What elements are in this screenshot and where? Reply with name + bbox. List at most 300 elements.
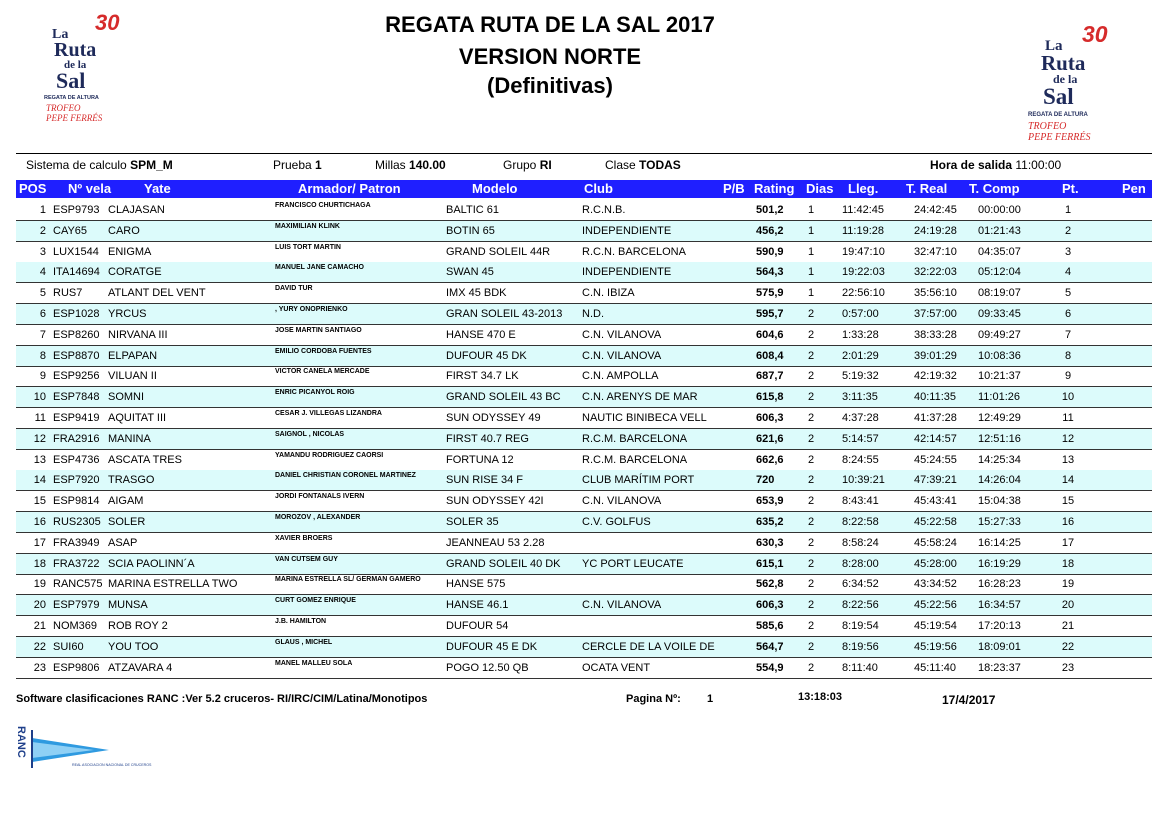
pagina-label: Pagina Nº: (626, 693, 681, 705)
cell-club: C.N. VILANOVA (582, 495, 662, 508)
cell-pt: 1 (1064, 204, 1072, 216)
cell-armador: MANUEL JANE CAMACHO (275, 264, 364, 272)
cell-treal: 45:43:41 (914, 495, 957, 508)
cell-yate: ENIGMA (108, 245, 152, 258)
cell-treal: 42:14:57 (914, 432, 957, 445)
cell-rating: 562,8 (756, 578, 784, 591)
cell-yate: SOLER (108, 516, 146, 528)
cell-pos: 13 (33, 453, 46, 466)
cell-rating: 662,6 (756, 453, 784, 466)
cell-lleg: 11:19:28 (842, 224, 885, 237)
cell-rating: 606,3 (756, 599, 784, 612)
table-row (16, 221, 1152, 242)
sistema-value: SPM_M (130, 158, 173, 172)
cell-club: C.N. VILANOVA (582, 599, 662, 612)
cell-modelo: GRAND SOLEIL 43 BC (446, 391, 561, 404)
svg-text:TROFEO: TROFEO (1028, 121, 1067, 132)
cell-rating: 653,9 (756, 495, 784, 508)
cell-pos: 3 (39, 245, 46, 258)
col-pos: POS (19, 181, 47, 196)
cell-lleg: 5:19:32 (842, 370, 879, 383)
cell-treal: 45:19:54 (914, 620, 957, 632)
cell-yate: YRCUS (108, 308, 147, 320)
col-rating: Rating (754, 181, 795, 196)
cell-pos: 9 (39, 370, 46, 383)
cell-vela: FRA3722 (53, 557, 100, 570)
logo-number: 30 (95, 10, 120, 35)
cell-vela: LUX1544 (53, 245, 99, 258)
cell-treal: 45:11:40 (914, 661, 957, 674)
cell-vela: FRA3949 (53, 536, 100, 549)
cell-lleg: 10:39:21 (842, 474, 885, 487)
cell-yate: MUNSA (108, 599, 148, 612)
cell-dias: 2 (807, 536, 815, 549)
cell-modelo: BOTIN 65 (446, 224, 495, 237)
cell-pos: 22 (33, 640, 46, 653)
cell-lleg: 8:11:40 (842, 661, 878, 674)
cell-modelo: SUN ODYSSEY 49 (446, 412, 541, 424)
cell-pt: 9 (1064, 370, 1072, 383)
table-row (16, 346, 1152, 367)
cell-dias: 2 (807, 495, 815, 508)
cell-yate: MARINA ESTRELLA TWO (108, 578, 238, 591)
cell-dias: 2 (807, 557, 815, 570)
cell-yate: ATZAVARA 4 (108, 661, 173, 674)
cell-vela: SUI60 (53, 640, 84, 653)
cell-vela: ESP9793 (53, 204, 100, 216)
cell-pt: 11 (1062, 412, 1074, 424)
cell-modelo: POGO 12.50 QB (446, 661, 529, 674)
cell-club: INDEPENDIENTE (582, 224, 672, 237)
cell-pos: 21 (33, 620, 46, 632)
cell-armador: DAVID TUR (275, 285, 313, 293)
cell-vela: NOM369 (53, 620, 98, 632)
col-treal: T. Real (906, 181, 948, 196)
grupo: Grupo RI (503, 158, 552, 172)
col-lleg: Lleg. (848, 181, 879, 196)
cell-vela: ESP7979 (53, 599, 100, 612)
table-row (16, 595, 1152, 616)
cell-pos: 7 (39, 328, 46, 341)
cell-vela: ESP9419 (53, 412, 100, 424)
cell-rating: 501,2 (756, 204, 784, 216)
cell-modelo: FIRST 34.7 LK (446, 370, 519, 383)
svg-text:REGATA DE ALTURA: REGATA DE ALTURA (44, 95, 99, 101)
table-row (16, 283, 1152, 304)
cell-pos: 2 (39, 224, 46, 237)
cell-club: R.C.N.B. (582, 204, 626, 216)
cell-lleg: 4:37:28 (842, 412, 879, 424)
cell-armador: DANIEL CHRISTIAN CORONEL MARTINEZ (275, 472, 416, 480)
cell-pos: 14 (33, 474, 46, 487)
cell-treal: 32:22:03 (914, 266, 957, 279)
cell-treal: 24:42:45 (914, 204, 957, 216)
cell-club: C.V. GOLFUS (582, 516, 651, 528)
cell-modelo: HANSE 575 (446, 578, 506, 591)
col-tcomp: T. Comp (969, 181, 1020, 196)
cell-armador: SAIGNOL , NICOLAS (275, 430, 345, 438)
cell-tcomp: 16:34:57 (978, 599, 1021, 612)
cell-dias: 1 (807, 287, 815, 300)
cell-dias: 2 (807, 391, 815, 404)
cell-treal: 32:47:10 (914, 245, 957, 258)
table-row (16, 533, 1152, 554)
cell-club: N.D. (582, 308, 604, 320)
cell-modelo: BALTIC 61 (446, 204, 499, 216)
cell-dias: 1 (807, 266, 815, 279)
cell-rating: 585,6 (756, 620, 784, 632)
cell-modelo: FORTUNA 12 (446, 453, 514, 466)
cell-yate: CLAJASAN (108, 204, 165, 216)
cell-yate: AIGAM (108, 495, 144, 508)
cell-pt: 6 (1064, 308, 1072, 320)
cell-pos: 17 (33, 536, 46, 549)
cell-armador: CURT GOMEZ ENRIQUE (275, 597, 356, 605)
software-info: Software clasificaciones RANC :Ver 5.2 cruceros- RI/IRC/CIM/Latina/Monotipos (16, 693, 428, 705)
table-row (16, 429, 1152, 450)
cell-club: C.N. ARENYS DE MAR (582, 391, 698, 404)
cell-lleg: 1:33:28 (842, 328, 879, 341)
title-line-2: VERSION NORTE (458, 44, 642, 69)
cell-pt: 8 (1064, 349, 1072, 362)
cell-armador: LUIS TORT MARTIN (275, 243, 341, 251)
cell-rating: 564,7 (756, 640, 784, 653)
cell-treal: 45:28:00 (914, 557, 957, 570)
cell-modelo: DUFOUR 54 (446, 620, 509, 632)
cell-pt: 16 (1061, 516, 1075, 528)
pagina-value: 1 (707, 693, 714, 705)
cell-pos: 10 (33, 391, 46, 404)
cell-pos: 15 (33, 495, 46, 508)
cell-rating: 554,9 (756, 661, 784, 674)
cell-armador: ENRIC PICANYOL ROIG (275, 389, 355, 397)
cell-armador: VICTOR CANELA MERCADE (275, 368, 370, 376)
cell-rating: 615,8 (756, 391, 784, 404)
cell-lleg: 19:47:10 (842, 245, 885, 258)
cell-pt: 17 (1061, 536, 1075, 549)
cell-pt: 20 (1061, 599, 1075, 612)
cell-tcomp: 10:08:36 (978, 349, 1021, 362)
cell-armador: JOSE MARTIN SANTIAGO (275, 326, 362, 334)
cell-tcomp: 10:21:37 (978, 370, 1021, 383)
col-dias: Dias (806, 181, 834, 196)
cell-lleg: 19:22:03 (842, 266, 885, 279)
cell-rating: 606,3 (756, 412, 784, 424)
cell-armador: XAVIER BROERS (275, 534, 333, 542)
cell-lleg: 8:22:58 (842, 516, 879, 528)
cell-pos: 1 (39, 204, 46, 216)
cell-lleg: 8:19:56 (842, 640, 879, 653)
svg-text:PEPE FERRÉS: PEPE FERRÉS (1028, 132, 1091, 143)
table-row (16, 554, 1152, 575)
cell-rating: 575,9 (756, 287, 784, 300)
cell-pos: 11 (34, 412, 46, 424)
svg-text:Sal: Sal (1043, 84, 1074, 109)
cell-pt: 5 (1064, 287, 1072, 300)
cell-treal: 45:19:56 (914, 640, 957, 653)
table-row (16, 262, 1152, 283)
cell-modelo: HANSE 46.1 (446, 599, 509, 612)
cell-club: C.N. VILANOVA (582, 349, 662, 362)
cell-tcomp: 16:28:23 (978, 578, 1021, 591)
hora-salida: Hora de salida 11:00:00 (930, 158, 1062, 172)
cell-lleg: 8:28:00 (842, 557, 879, 570)
cell-pt: 15 (1061, 495, 1075, 508)
cell-pt: 18 (1061, 557, 1075, 570)
cell-rating: 608,4 (756, 349, 784, 362)
cell-modelo: SOLER 35 (446, 516, 499, 528)
cell-club: C.N. AMPOLLA (582, 370, 659, 383)
cell-dias: 2 (807, 370, 815, 383)
sistema-calculo: Sistema de calculo SPM_M (26, 158, 173, 172)
cell-tcomp: 14:25:34 (978, 453, 1021, 466)
table-row (16, 304, 1152, 325)
cell-yate: ROB ROY 2 (108, 620, 168, 632)
cell-tcomp: 16:14:25 (978, 536, 1021, 549)
cell-treal: 45:22:58 (914, 516, 957, 528)
cell-rating: 590,9 (756, 245, 784, 258)
cell-modelo: SUN RISE 34 F (446, 474, 524, 487)
cell-vela: ESP9814 (53, 495, 100, 508)
cell-armador: MARINA ESTRELLA SL/ GERMAN GAMERO (275, 576, 421, 584)
table-row (16, 366, 1152, 387)
cell-modelo: JEANNEAU 53 2.28 (446, 536, 545, 549)
cell-tcomp: 18:09:01 (978, 640, 1021, 653)
cell-dias: 2 (807, 620, 815, 632)
cell-dias: 1 (807, 245, 815, 258)
cell-yate: ATLANT DEL VENT (108, 287, 206, 300)
cell-treal: 45:22:56 (914, 599, 957, 612)
title-line-1: REGATA RUTA DE LA SAL 2017 (385, 12, 715, 37)
cell-rating: 456,2 (756, 224, 784, 237)
cell-lleg: 5:14:57 (842, 432, 879, 445)
svg-text:Ruta: Ruta (54, 39, 97, 61)
cell-dias: 2 (807, 308, 815, 320)
cell-club: YC PORT LEUCATE (582, 557, 684, 570)
cell-rating: 635,2 (756, 516, 784, 528)
svg-text:La: La (1045, 38, 1063, 54)
cell-club: R.C.M. BARCELONA (582, 432, 688, 445)
table-row (16, 616, 1152, 637)
cell-treal: 42:19:32 (914, 370, 957, 383)
cell-yate: VILUAN II (108, 370, 157, 383)
cell-pos: 16 (33, 516, 46, 528)
cell-rating: 687,7 (756, 370, 784, 383)
svg-text:REGATA DE ALTURA: REGATA DE ALTURA (1028, 112, 1088, 118)
svg-text:La: La (52, 27, 69, 42)
cell-club: CLUB MARÍTIM PORT (582, 474, 695, 487)
cell-armador: CESAR J. VILLEGAS LIZANDRA (275, 410, 382, 417)
table-row (16, 658, 1152, 679)
table-row (16, 512, 1152, 533)
cell-pt: 19 (1061, 578, 1075, 591)
cell-dias: 2 (807, 516, 815, 528)
cell-lleg: 8:43:41 (842, 495, 879, 508)
cell-tcomp: 00:00:00 (978, 204, 1021, 216)
cell-tcomp: 09:49:27 (978, 328, 1021, 341)
cell-rating: 720 (756, 474, 775, 487)
cell-armador: MOROZOV , ALEXANDER (275, 514, 361, 521)
table-row (16, 242, 1152, 263)
cell-pt: 13 (1061, 453, 1075, 466)
cell-pt: 22 (1061, 640, 1075, 653)
cell-tcomp: 05:12:04 (978, 266, 1021, 279)
cell-rating: 595,7 (756, 308, 784, 320)
cell-club: R.C.N. BARCELONA (582, 245, 686, 258)
cell-treal: 24:19:28 (914, 224, 957, 237)
cell-pt: 12 (1061, 432, 1075, 445)
ranc-flag-icon (14, 722, 152, 782)
cell-rating: 621,6 (756, 432, 784, 445)
cell-treal: 40:11:35 (914, 391, 957, 404)
cell-tcomp: 09:33:45 (978, 308, 1021, 320)
col-vela: Nº vela (68, 181, 112, 196)
cell-vela: ESP7848 (53, 391, 100, 404)
cell-treal: 37:57:00 (914, 308, 957, 320)
cell-treal: 38:33:28 (914, 328, 957, 341)
cell-lleg: 8:22:56 (842, 599, 879, 612)
svg-text:REAL ASOCIACION NACIONAL DE CR: REAL ASOCIACION NACIONAL DE CRUCEROS (72, 763, 152, 767)
cell-pos: 19 (33, 578, 46, 591)
cell-lleg: 22:56:10 (842, 287, 885, 300)
cell-dias: 2 (807, 599, 815, 612)
cell-yate: SCIA PAOLINN´A (108, 557, 195, 570)
cell-yate: TRASGO (108, 474, 155, 487)
cell-modelo: IMX 45 BDK (446, 287, 507, 300)
cell-pos: 18 (33, 557, 46, 570)
cell-lleg: 11:42:45 (842, 204, 885, 216)
cell-vela: ITA14694 (53, 266, 100, 279)
cell-pt: 3 (1064, 245, 1072, 258)
table-row (16, 200, 1152, 221)
cell-modelo: HANSE 470 E (446, 328, 516, 341)
cell-yate: CORATGE (108, 266, 162, 279)
cell-treal: 45:58:24 (914, 536, 957, 549)
cell-dias: 2 (807, 349, 815, 362)
cell-yate: ELPAPAN (108, 349, 158, 362)
cell-yate: YOU TOO (108, 640, 159, 653)
table-row (16, 325, 1152, 346)
cell-modelo: GRAND SOLEIL 44R (446, 245, 551, 258)
cell-lleg: 6:34:52 (842, 578, 879, 591)
cell-tcomp: 08:19:07 (978, 287, 1021, 300)
cell-dias: 2 (807, 640, 815, 653)
table-header (16, 180, 1152, 198)
cell-pos: 12 (33, 432, 46, 445)
col-modelo: Modelo (472, 181, 518, 196)
cell-yate: CARO (108, 224, 140, 237)
cell-lleg: 8:58:24 (842, 536, 879, 549)
cell-modelo: SWAN 45 (446, 266, 494, 279)
cell-vela: ESP7920 (53, 474, 100, 487)
cell-tcomp: 12:51:16 (978, 432, 1021, 445)
cell-pt: 21 (1061, 620, 1075, 632)
print-time: 13:18:03 (798, 691, 843, 703)
cell-armador: GLAUS , MICHEL (275, 638, 333, 646)
cell-tcomp: 12:49:29 (978, 412, 1021, 424)
cell-rating: 604,6 (756, 328, 784, 341)
cell-vela: ESP9806 (53, 661, 100, 674)
cell-armador: EMILIO CORDOBA FUENTES (275, 347, 372, 355)
cell-modelo: GRAND SOLEIL 40 DK (446, 557, 561, 570)
cell-yate: ASAP (108, 536, 138, 549)
cell-vela: RANC575 (53, 578, 103, 591)
cell-treal: 47:39:21 (914, 474, 957, 487)
title-line-3: (Definitivas) (487, 73, 613, 98)
cell-yate: MANINA (108, 432, 151, 445)
cell-lleg: 8:19:54 (842, 620, 879, 632)
col-yate: Yate (144, 181, 171, 196)
cell-pt: 14 (1061, 474, 1075, 487)
cell-rating: 630,3 (756, 536, 784, 549)
cell-dias: 2 (807, 432, 815, 445)
cell-armador: FRANCISCO CHURTICHAGA (275, 202, 371, 209)
cell-pos: 4 (39, 266, 46, 279)
table-row (16, 470, 1152, 491)
cell-armador: YAMANDU RODRIGUEZ CAORSI (275, 451, 384, 459)
cell-vela: ESP4736 (53, 453, 100, 466)
cell-club: R.C.M. BARCELONA (582, 453, 688, 466)
cell-modelo: DUFOUR 45 DK (446, 349, 527, 362)
cell-yate: AQUITAT III (108, 412, 167, 424)
cell-tcomp: 11:01:26 (978, 391, 1021, 404)
cell-dias: 2 (807, 578, 815, 591)
col-club: Club (584, 181, 613, 196)
col-pb: P/B (723, 181, 745, 196)
cell-treal: 43:34:52 (914, 578, 957, 591)
cell-pos: 5 (39, 287, 46, 300)
millas: Millas 140.00 (375, 158, 446, 172)
cell-treal: 45:24:55 (914, 453, 957, 466)
cell-treal: 41:37:28 (914, 412, 957, 424)
cell-pt: 7 (1064, 328, 1072, 341)
info-divider (16, 153, 1152, 154)
cell-dias: 2 (807, 474, 815, 487)
cell-lleg: 0:57:00 (842, 308, 879, 320)
cell-dias: 2 (807, 453, 815, 466)
cell-club: NAUTIC BINIBECA VELL (582, 412, 707, 424)
svg-text:de la: de la (1053, 72, 1078, 86)
svg-text:Ruta: Ruta (1041, 51, 1086, 75)
cell-dias: 1 (807, 224, 815, 237)
svg-text:TROFEO: TROFEO (46, 103, 81, 113)
cell-pos: 8 (39, 349, 46, 362)
cell-tcomp: 15:04:38 (978, 495, 1021, 508)
cell-club: C.N. IBIZA (582, 287, 635, 300)
print-date: 17/4/2017 (942, 693, 996, 707)
cell-vela: CAY65 (53, 224, 88, 237)
cell-club: C.N. VILANOVA (582, 328, 662, 341)
clase: Clase TODAS (605, 158, 681, 172)
cell-vela: FRA2916 (53, 432, 100, 445)
cell-dias: 1 (807, 204, 815, 216)
cell-armador: VAN CUTSEM GUY (275, 555, 338, 563)
cell-pt: 23 (1061, 661, 1075, 674)
cell-armador: MANEL MALLEU SOLA (275, 659, 353, 667)
cell-armador: , YURY ONOPRIENKO (275, 306, 348, 313)
cell-lleg: 2:01:29 (842, 349, 879, 362)
cell-tcomp: 16:19:29 (978, 557, 1021, 570)
svg-text:RANC: RANC (15, 726, 27, 758)
cell-vela: ESP9256 (53, 370, 100, 383)
cell-pos: 23 (33, 661, 46, 674)
table-row (16, 450, 1152, 471)
cell-tcomp: 17:20:13 (978, 620, 1021, 632)
table-row (16, 387, 1152, 408)
cell-vela: ESP1028 (53, 308, 100, 320)
col-pt: Pt. (1062, 181, 1079, 196)
cell-vela: RUS7 (53, 287, 83, 300)
